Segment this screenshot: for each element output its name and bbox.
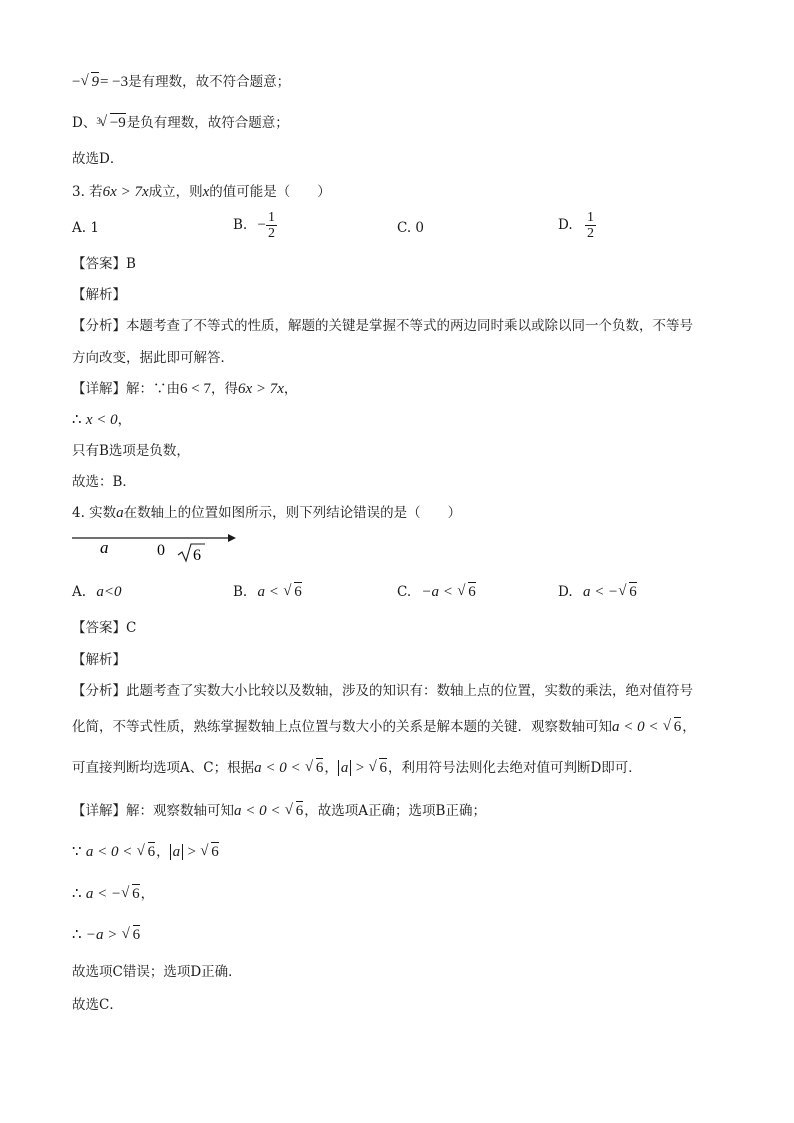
sqrt-6 [285,801,305,821]
choose-c: 故选C． [72,997,123,1013]
inequality: a < 0 < [234,803,281,819]
fraction-half [585,210,596,241]
denominator: 2 [267,226,275,241]
gt-sign: > [187,844,196,860]
therefore-neg-a-gt-sqrt6 [72,925,141,945]
radicand: 6 [629,584,637,600]
therefore-x-lt-0 [72,410,131,430]
sqrt-9 [80,72,100,92]
gt-sign: > [355,760,365,776]
detail-end: ， [283,381,298,397]
inequality: a < 0 < [254,760,301,776]
minus-sign: − [72,74,81,90]
therefore-symbol: ∴ [72,886,82,902]
option-label: A. [72,584,87,600]
radicand: 6 [468,584,476,600]
option-expr: a<0 [96,584,122,600]
cube-root-neg9 [99,113,127,133]
q4-option-a [72,582,121,602]
numerator: 1 [586,210,594,225]
denominator: 2 [586,226,594,241]
q3-option-b [233,210,277,241]
inequality-6-7: 6 < 7 [180,381,211,397]
choose-d: 故选D． [72,151,124,167]
fraction-half [266,210,277,241]
therefore-symbol: ∴ [72,927,82,943]
analysis-4-line1: 【分析】此题考查了实数大小比较以及数轴，涉及的知识有：数轴上点的位置，实数的乘法，绝对值符号 [72,683,693,699]
option-label: B. [233,217,248,233]
abs-a: a [338,760,352,776]
radicand: 6 [132,927,141,943]
only-b-line: 只有B选项是负数， [72,443,190,459]
analysis-4-line3 [72,758,642,778]
option-expr: −a < [421,584,453,600]
line-neg-sqrt9 [72,72,290,92]
variable-a: a [116,505,124,521]
line-text: ，利用符号法则化去绝对值可判断D即可． [387,760,642,776]
abs-a: a [170,844,184,860]
minus-sign: − [257,217,266,233]
line-option-d [72,113,289,133]
q3-option-c: C. 0 [397,220,425,236]
q3-option-a: A. 1 [72,220,99,236]
analysis-header-3: 【解析】 [72,287,126,303]
radicand: 6 [132,886,140,902]
inequality: x < 0 [85,412,118,428]
inequality: a < 0 < [85,844,133,860]
sqrt-6 [618,582,638,602]
q3-prefix: 3. 若 [72,184,103,200]
analysis-header-4: 【解析】 [72,652,126,668]
option-label: D. [558,584,573,600]
line-text: 化简，不等式性质，熟练掌握数轴上点位置与数大小的关系是解本题的关键．观察数轴可知 [72,719,612,735]
analysis-4-line2 [72,717,696,737]
analysis-3-line2: 方向改变，据此即可解答． [72,350,234,366]
variable-x: x [202,184,210,200]
radicand: 6 [315,760,324,776]
therefore-symbol: ∴ [72,412,82,428]
sqrt-6 [663,717,683,737]
line-text: 是负有理数，故符合题意； [126,115,289,131]
inequality: −a > [85,927,118,943]
detail-4 [72,801,486,821]
q3-option-d [558,210,596,241]
numerator: 1 [267,210,275,225]
line-text: 是有理数，故不符合题意； [128,74,291,90]
comma: ， [117,412,132,428]
radicand: 6 [294,584,302,600]
radicand: 6 [379,760,387,776]
comma: ， [324,760,338,776]
sqrt-6 [121,884,141,904]
answer-4: 【答案】C [72,620,137,636]
detail-mid: ，得 [210,381,238,397]
choose-b: 故选：B． [72,474,136,490]
option-d-prefix: D、 [72,115,97,131]
q4-prefix: 4. 实数 [72,505,117,521]
detail-3 [72,379,297,399]
detail-suffix: ，故选项A正确；选项B正确； [304,803,486,819]
option-expr: a < − [582,584,619,600]
sqrt-6 [137,842,157,862]
therefore-a-lt-neg-sqrt6 [72,884,154,904]
q3-suffix: 的值可能是（ ） [209,184,331,200]
number-line-label-a: a [100,538,109,557]
inequality: 6x > 7x [102,184,149,200]
radicand: 6 [147,844,156,860]
sqrt-6 [200,842,220,862]
question-4 [72,503,461,523]
option-expr: a < [257,584,279,600]
q4-option-c [397,582,477,602]
q4-suffix: 在数轴上的位置如图所示，则下列结论错误的是（ ） [123,505,462,521]
detail-prefix: 【详解】解：∵由 [72,381,180,397]
radicand: −9 [109,115,126,131]
radicand: 6 [673,719,682,735]
number-line [70,528,240,568]
because-symbol: ∵ [72,844,82,860]
q4-option-b [233,582,303,602]
q4-option-d [558,582,638,602]
number-line-label-sqrt6: 6 [193,547,201,564]
sqrt-6 [122,925,142,945]
option-label: D. [558,217,573,233]
option-label: C. [397,584,412,600]
option-c-wrong: 故选项C错误；选项D正确． [72,964,242,980]
number-line-label-0: 0 [157,542,165,559]
equals-neg3: = −3 [99,74,129,90]
comma: ， [140,886,155,902]
sqrt-6 [457,582,477,602]
inequality: a < − [85,886,122,902]
sqrt-6 [368,758,388,778]
because-line [72,842,220,862]
line-text: 可直接判断均选项A、C；根据 [72,760,255,776]
comma: ， [682,719,696,735]
question-3 [72,182,331,202]
radicand: 6 [211,844,219,860]
radicand: 6 [295,803,304,819]
inequality: 6x > 7x [237,381,284,397]
sqrt-6 [283,582,303,602]
cube-root-index: 3 [96,116,101,126]
comma: ， [156,844,170,860]
sqrt-6 [305,758,325,778]
option-label: B. [233,584,248,600]
detail-prefix: 【详解】解：观察数轴可知 [72,803,234,819]
analysis-3-line1: 【分析】本题考查了不等式的性质，解题的关键是掌握不等式的两边同时乘以或除以同一个负数，不等号 [72,318,693,334]
radicand: 9 [91,74,99,90]
answer-3: 【答案】B [72,256,136,272]
q3-mid: 成立，则 [148,184,203,200]
inequality: a < 0 < [612,719,659,735]
